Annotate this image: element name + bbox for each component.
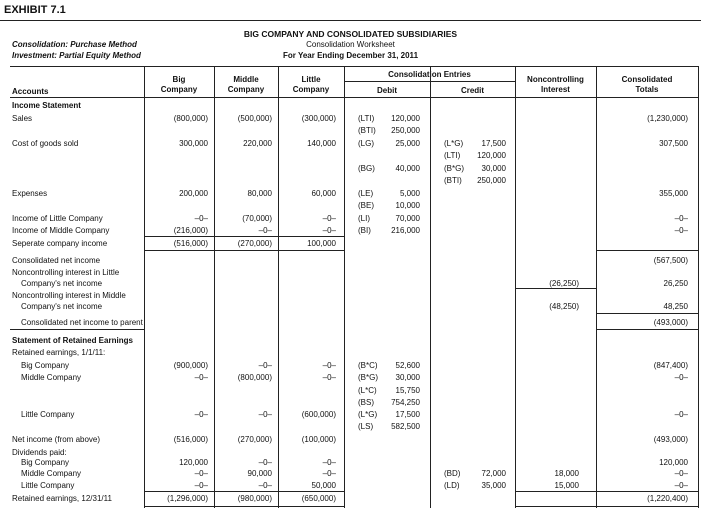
column-line (430, 81, 431, 508)
consolidated-total-value: (1,230,000) (647, 114, 688, 123)
subtotal-rule (596, 491, 698, 492)
investment-method: Investment: Partial Equity Method (12, 51, 141, 60)
header-middle-line2: Company (227, 85, 265, 94)
debit-entry-code: (BG) (358, 164, 375, 173)
consolidated-total-value: (1,220,400) (647, 494, 688, 503)
noncontrolling-interest-value: 18,000 (554, 469, 579, 478)
debit-amount: 754,250 (391, 398, 420, 407)
little-company-value: –0– (322, 226, 336, 235)
consolidated-total-value: –0– (674, 410, 688, 419)
big-company-value: (216,000) (173, 226, 208, 235)
credit-amount: 35,000 (481, 481, 506, 490)
big-company-value: –0– (194, 469, 208, 478)
little-company-value: 60,000 (311, 189, 336, 198)
credit-amount: 250,000 (477, 176, 506, 185)
account-label: Sales (12, 114, 33, 123)
middle-company-value: –0– (258, 410, 272, 419)
debit-entry-code: (BTI) (358, 126, 376, 135)
consolidated-total-value: –0– (674, 226, 688, 235)
noncontrolling-interest-value: 15,000 (554, 481, 579, 490)
debit-entry-code: (LE) (358, 189, 374, 198)
middle-company-value: 220,000 (243, 139, 272, 148)
header-little-line1: Little (301, 75, 321, 84)
big-company-value: (800,000) (173, 114, 208, 123)
account-label: Income of Middle Company (12, 226, 110, 235)
middle-company-value: (980,000) (237, 494, 272, 503)
debit-entry-code: (LI) (358, 214, 370, 223)
big-company-value: (516,000) (173, 435, 208, 444)
little-company-value: 100,000 (307, 239, 336, 248)
debit-entry-code: (LS) (358, 422, 374, 431)
debit-amount: 52,600 (395, 361, 420, 370)
consolidated-total-value: –0– (674, 214, 688, 223)
account-label: Retained earnings, 1/1/11: (12, 348, 106, 357)
credit-entry-code: (B*G) (444, 164, 464, 173)
header-totals-line1: Consolidated (621, 75, 673, 84)
account-label: Consolidated net income (12, 256, 101, 265)
consolidated-total-value: 120,000 (659, 458, 688, 467)
credit-entry-code: (L*G) (444, 139, 464, 148)
table-top-rule (10, 66, 698, 67)
account-label: Income of Little Company (12, 214, 103, 223)
middle-company-value: –0– (258, 361, 272, 370)
consolidated-total-value: –0– (674, 481, 688, 490)
debit-amount: 10,000 (395, 201, 420, 210)
debit-entry-code: (BS) (358, 398, 374, 407)
noncontrolling-interest-value: (26,250) (549, 279, 579, 288)
account-label: Company's net income (21, 302, 103, 311)
middle-company-value: (500,000) (237, 114, 272, 123)
debit-amount: 5,000 (399, 189, 420, 198)
subtotal-rule (144, 491, 344, 492)
big-company-value: (900,000) (173, 361, 208, 370)
account-label: Seperate company income (12, 239, 108, 248)
consolidated-total-value: 48,250 (663, 302, 688, 311)
little-company-value: –0– (322, 469, 336, 478)
middle-company-value: –0– (258, 226, 272, 235)
subtotal-rule (144, 236, 344, 237)
debit-entry-code: (LTI) (358, 114, 375, 123)
header-big-line1: Big (172, 75, 186, 84)
subtotal-rule (515, 491, 596, 492)
account-label: Noncontrolling interest in Middle (12, 291, 126, 300)
debit-entry-code: (LG) (358, 139, 374, 148)
debit-amount: 582,500 (391, 422, 420, 431)
middle-company-value: –0– (258, 481, 272, 490)
header-credit: Credit (460, 86, 485, 95)
middle-company-value: (270,000) (237, 435, 272, 444)
credit-amount: 17,500 (481, 139, 506, 148)
consolidated-total-value: –0– (674, 373, 688, 382)
credit-entry-code: (BTI) (444, 176, 462, 185)
header-debit: Debit (377, 86, 397, 95)
account-label: Net income (from above) (12, 435, 101, 444)
debit-amount: 120,000 (391, 114, 420, 123)
little-company-value: –0– (322, 458, 336, 467)
account-label: Big Company (21, 361, 70, 370)
header-big-line2: Company (160, 85, 198, 94)
debit-amount: 70,000 (395, 214, 420, 223)
debit-entry-code: (B*G) (358, 373, 378, 382)
header-little-line2: Company (292, 85, 330, 94)
account-label: Middle Company (21, 373, 82, 382)
little-company-value: 140,000 (307, 139, 336, 148)
account-label: Middle Company (21, 469, 82, 478)
account-label: Big Company (21, 458, 70, 467)
consolidated-total-value: 307,500 (659, 139, 688, 148)
consolidated-total-value: (847,400) (653, 361, 688, 370)
big-company-value: (1,296,000) (167, 494, 208, 503)
consolidated-total-value: (567,500) (653, 256, 688, 265)
little-company-value: (100,000) (301, 435, 336, 444)
column-line (344, 66, 345, 508)
account-label: Dividends paid: (12, 448, 67, 457)
little-company-value: (300,000) (301, 114, 336, 123)
big-company-value: –0– (194, 410, 208, 419)
account-label: Cost of goods sold (12, 139, 79, 148)
account-label: Noncontrolling interest in Little (12, 268, 120, 277)
consolidation-method: Consolidation: Purchase Method (12, 40, 137, 49)
credit-amount: 30,000 (481, 164, 506, 173)
account-label: Consolidated net income to parent (21, 318, 143, 327)
middle-company-value: (270,000) (237, 239, 272, 248)
debit-entry-code: (L*C) (358, 386, 377, 395)
worksheet-subtitle: Consolidation Worksheet (306, 40, 395, 49)
account-label: Income Statement (12, 101, 81, 110)
credit-amount: 120,000 (477, 151, 506, 160)
debit-entry-code: (B*C) (358, 361, 378, 370)
big-company-value: 200,000 (179, 189, 208, 198)
little-company-value: –0– (322, 214, 336, 223)
debit-entry-code: (BE) (358, 201, 374, 210)
big-company-value: (516,000) (173, 239, 208, 248)
header-consolidation-entries: Consolidation Entries (388, 70, 471, 79)
total-rule (515, 506, 596, 507)
debit-amount: 250,000 (391, 126, 420, 135)
account-label: Little Company (21, 410, 75, 419)
total-rule (144, 506, 344, 507)
account-label: Expenses (12, 189, 48, 198)
debit-entry-code: (L*G) (358, 410, 378, 419)
account-label: Statement of Retained Earnings (12, 336, 133, 345)
worksheet-title: BIG COMPANY AND CONSOLIDATED SUBSIDIARIES (243, 29, 458, 39)
section-rule (10, 329, 144, 330)
exhibit-label: EXHIBIT 7.1 (4, 4, 66, 16)
account-label: Little Company (21, 481, 75, 490)
middle-company-value: (70,000) (242, 214, 272, 223)
column-line (698, 66, 699, 508)
debit-amount: 17,500 (395, 410, 420, 419)
debit-amount: 25,000 (395, 139, 420, 148)
middle-company-value: –0– (258, 458, 272, 467)
consolidated-total-value: (493,000) (653, 435, 688, 444)
big-company-value: –0– (194, 214, 208, 223)
subtotal-rule (596, 250, 698, 251)
account-label: Company's net income (21, 279, 103, 288)
header-bottom-rule (10, 97, 698, 98)
consolidated-total-value: 26,250 (663, 279, 688, 288)
big-company-value: –0– (194, 373, 208, 382)
account-label: Retained earnings, 12/31/11 (12, 494, 112, 503)
subtotal-rule (596, 329, 698, 330)
consolidated-total-value: (493,000) (653, 318, 688, 327)
big-company-value: 120,000 (179, 458, 208, 467)
debit-amount: 30,000 (395, 373, 420, 382)
header-accounts: Accounts (12, 87, 49, 96)
middle-company-value: 90,000 (247, 469, 272, 478)
big-company-value: 300,000 (179, 139, 208, 148)
credit-entry-code: (LD) (444, 481, 460, 490)
worksheet-period: For Year Ending December 31, 2011 (282, 51, 419, 60)
debit-amount: 216,000 (391, 226, 420, 235)
subtotal-rule (596, 313, 698, 314)
total-rule (596, 506, 698, 507)
middle-company-value: 80,000 (247, 189, 272, 198)
consolidated-total-value: 355,000 (659, 189, 688, 198)
middle-company-value: (800,000) (237, 373, 272, 382)
debit-entry-code: (BI) (358, 226, 371, 235)
credit-entry-code: (BD) (444, 469, 461, 478)
big-company-value: –0– (194, 481, 208, 490)
consolidated-total-value: –0– (674, 469, 688, 478)
noncontrolling-interest-value: (48,250) (549, 302, 579, 311)
credit-entry-code: (LTI) (444, 151, 461, 160)
little-company-value: (650,000) (301, 494, 336, 503)
little-company-value: –0– (322, 361, 336, 370)
little-company-value: (600,000) (301, 410, 336, 419)
little-company-value: –0– (322, 373, 336, 382)
little-company-value: 50,000 (311, 481, 336, 490)
header-totals-line2: Totals (635, 85, 659, 94)
header-nci-line1: Noncontrolling (527, 75, 584, 84)
credit-amount: 72,000 (481, 469, 506, 478)
subtotal-rule (144, 250, 344, 251)
debit-amount: 15,750 (395, 386, 420, 395)
header-nci-line2: Interest (541, 85, 570, 94)
debit-amount: 40,000 (395, 164, 420, 173)
header-middle-line1: Middle (233, 75, 259, 84)
exhibit-rule (0, 20, 701, 21)
